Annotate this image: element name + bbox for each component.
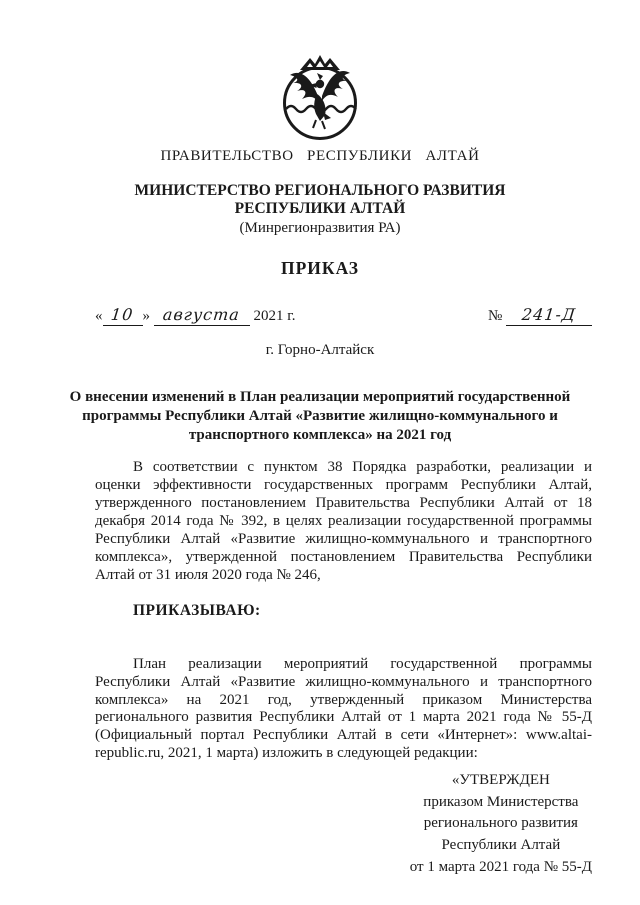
document-title: О внесении изменений в План реализации мероприятий государственной программы Республики Алтай «Развитие жилищно-коммунального и транспортного комплекса» на 2021 год xyxy=(69,389,571,443)
handwritten-number: 241-Д xyxy=(521,305,577,324)
number-sign: № xyxy=(487,308,503,324)
order-word: ПРИКАЗЫВАЮ: xyxy=(133,601,261,619)
quote-close: » xyxy=(142,308,150,324)
ministry-name-line2: РЕСПУБЛИКИ АЛТАЙ xyxy=(234,200,406,217)
approval-line: Республики Алтай xyxy=(441,836,561,853)
approval-line: приказом Министерства xyxy=(423,793,579,810)
government-name: ПРАВИТЕЛЬСТВО РЕСПУБЛИКИ АЛТАЙ xyxy=(160,148,480,164)
altai-republic-coat-of-arms-icon xyxy=(279,54,361,140)
approval-block xyxy=(410,770,592,878)
date-number-row xyxy=(95,306,592,326)
document-number xyxy=(488,306,592,326)
ministry-name xyxy=(0,182,640,218)
order-paragraph: План реализации мероприятий государственной программы Республики Алтай «Развитие жилищно-коммунального и транспортного комплекса» на 2021 год, утвержденный приказом Министерства регионального развития Республики Алтай от 1 марта 2021 года № 55-Д (Официальный портал Республики Алтай в сети «Интернет»: www.altai-republic.ru, 2021, 1 марта) изложить в следующей редакции: xyxy=(95,655,592,762)
handwritten-month: августа xyxy=(162,305,242,324)
approval-line: от 1 марта 2021 года № 55-Д xyxy=(409,858,592,875)
preamble-paragraph: В соответствии с пунктом 38 Порядка разработки, реализации и оценки эффективности государственных программ Республики Алтай, утвержденного постановлением Правительства Республики Алтай от 18 декабря 2014 года № 392, в целях реализации государственной программы Республики Алтай «Развитие жилищно-коммунального и транспортного комплекса», утвержденной постановлением Правительства Республики Алтай от 31 июля 2020 года № 246, xyxy=(95,459,592,583)
document-type-heading: ПРИКАЗ xyxy=(280,258,360,278)
ministry-name-line1: МИНИСТЕРСТВО РЕГИОНАЛЬНОГО РАЗВИТИЯ xyxy=(134,182,506,199)
number-blank xyxy=(506,306,592,326)
ministry-short-name: (Минрегионразвития РА) xyxy=(239,220,401,236)
date-line xyxy=(95,306,295,326)
day-blank xyxy=(103,306,143,326)
month-blank xyxy=(154,306,250,326)
year-text: 2021 г. xyxy=(253,308,296,324)
emblem-container xyxy=(0,0,640,140)
handwritten-day: 10 xyxy=(110,305,135,324)
approval-line: «УТВЕРЖДЕН xyxy=(451,772,550,789)
quote-open: « xyxy=(95,308,103,324)
approval-line: регионального развития xyxy=(423,815,578,832)
city-line: г. Горно-Алтайск xyxy=(265,342,375,358)
